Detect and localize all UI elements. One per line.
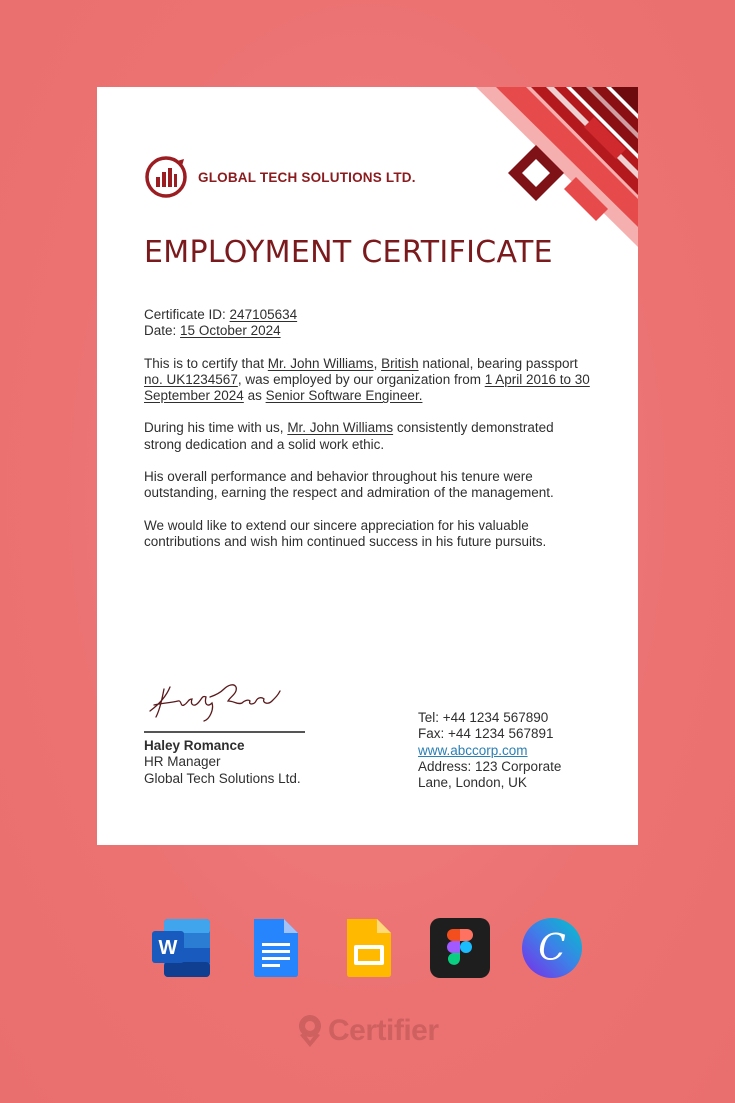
svg-text:C: C	[538, 928, 566, 969]
paragraph-4: We would like to extend our sincere appreciation for his valuable contributions and wish him continued success in his future pursuits.	[144, 517, 547, 549]
paragraph-2	[144, 420, 594, 453]
certificate-id: 247105634	[229, 307, 298, 322]
paragraph-1	[144, 356, 594, 405]
certificate-meta	[144, 307, 594, 340]
figma-icon[interactable]	[429, 917, 491, 979]
text-fragment: This is to certify that	[144, 355, 268, 371]
signer-company: Global Tech Solutions Ltd.	[144, 770, 301, 786]
passport-number: no. UK1234567	[144, 371, 238, 387]
certificate-id-label: Certificate ID:	[144, 307, 226, 322]
text-fragment: consistently demonstrated strong dedication and a solid work ethic.	[144, 420, 554, 452]
employee-name: Mr. John Williams	[287, 420, 394, 436]
contact-fax: Fax: +44 1234 567891	[418, 726, 554, 742]
corner-decoration	[476, 87, 638, 247]
certificate-date: 15 October 2024	[180, 323, 281, 339]
text-fragment: ,	[373, 355, 382, 371]
canva-icon[interactable]	[521, 917, 583, 979]
date-label: Date:	[144, 323, 177, 339]
certificate-body	[144, 307, 594, 566]
contact-address-line1: Address: 123 Corporate	[418, 758, 562, 774]
company-logo	[144, 155, 416, 199]
signature-line	[144, 731, 305, 733]
google-docs-icon[interactable]	[244, 917, 306, 979]
google-slides-icon[interactable]	[337, 917, 399, 979]
contact-block	[418, 710, 561, 791]
certifier-logo-icon	[296, 1013, 324, 1049]
signer-role: HR Manager	[144, 754, 221, 770]
text-fragment: national, bearing passport	[418, 355, 578, 371]
signer-name: Haley Romance	[144, 738, 245, 753]
word-icon[interactable]	[150, 917, 212, 979]
contact-tel: Tel: +44 1234 567890	[418, 710, 549, 725]
contact-address-line2: Lane, London, UK	[418, 775, 527, 791]
text-fragment: as	[243, 388, 266, 404]
bar-chart-logo-icon	[144, 155, 188, 199]
employee-position: Senior Software Engineer.	[265, 388, 423, 404]
certificate-document	[97, 87, 638, 845]
website-link[interactable]: www.abccorp.com	[418, 742, 528, 758]
text-fragment: , was employed by our organization from	[237, 371, 485, 387]
employment-period: 1 April 2016 to 30 September 2024	[144, 371, 590, 404]
employee-name: Mr. John Williams	[267, 355, 374, 371]
company-name: GLOBAL TECH SOLUTIONS LTD.	[198, 169, 416, 185]
text-fragment: During his time with us,	[144, 420, 288, 436]
signature-image	[144, 675, 304, 725]
signer-block	[144, 738, 301, 787]
employee-nationality: British	[381, 355, 419, 371]
app-icons-row	[0, 917, 735, 979]
paragraph-3: His overall performance and behavior throughout his tenure were outstanding, earning the respect and admiration of the management.	[144, 469, 554, 501]
svg-text:W: W	[158, 937, 178, 959]
brand-name: Certifier	[328, 1014, 439, 1047]
certifier-brand	[296, 1013, 439, 1049]
certificate-title: EMPLOYMENT CERTIFICATE	[144, 235, 553, 270]
